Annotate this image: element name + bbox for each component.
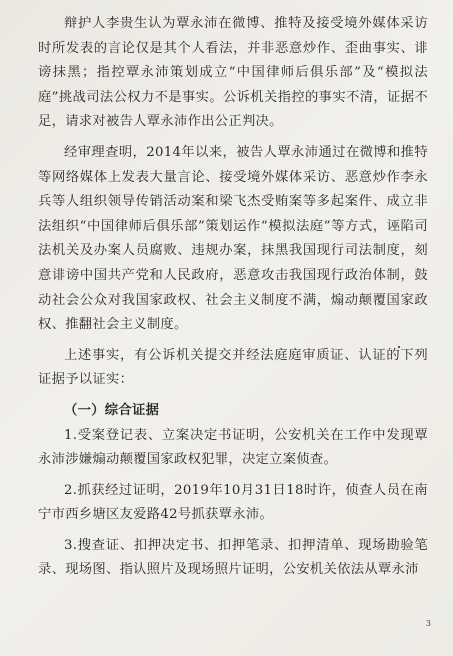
evidence-item-1: 1.受案登记表、立案决定书证明，公安机关在工作中发现覃永沛涉嫌煽动颠覆国家政权犯罪，决定立案侦查。 <box>38 427 428 468</box>
paragraph-defense-argument: 辩护人李贵生认为覃永沛在微博、推特及接受境外媒体采访时所发表的言论仅是其个人看法，并非恶意炒作、歪曲事实、诽谤抹黑；指控覃永沛策划成立“中国律师后俱乐部”及“模拟法庭”挑战司法公权力不是事实。公诉机关指控的事实不清，证据不足，请求对被告人覃永沛作出公正判决。 <box>38 16 428 130</box>
page-number: 3 <box>425 619 431 628</box>
evidence-item-2: 2.抓获经过证明，2019年10月31日18时许，侦查人员在南宁市西乡塘区友爱路42号抓获覃永沛。 <box>38 482 428 523</box>
paragraph-evidence-intro: 上述事实，有公诉机关提交并经法庭庭审质证、认证的下列证据予以证实： <box>38 347 428 388</box>
ink-dot <box>398 346 400 348</box>
document-body <box>38 12 428 589</box>
evidence-item-3: 3.搜查证、扣押决定书、扣押笔录、扣押清单、现场勘验笔录、现场图、指认照片及现场照片证明，公安机关依法从覃永沛 <box>38 537 428 578</box>
paragraph-court-findings: 经审理查明，2014年以来，被告人覃永沛通过在微博和推特等网络媒体上发表大量言论、接受境外媒体采访、恶意炒作李永兵等人组织领导传销活动案和梁飞杰受贿案等多起案件、成立非法组织“中国律师后俱乐部”策划运作“模拟法庭”等方式，诬陷司法机关及办案人员腐败、违规办案，抹黑我国现行司法制度，刻意诽谤中国共产党和人民政府，恶意攻击我国现行政治体制，鼓动社会公众对我国家政权、社会主义制度不满，煽动颠覆国家政权、推翻社会主义制度。 <box>38 144 428 333</box>
section-heading: （一）综合证据 <box>64 402 160 418</box>
